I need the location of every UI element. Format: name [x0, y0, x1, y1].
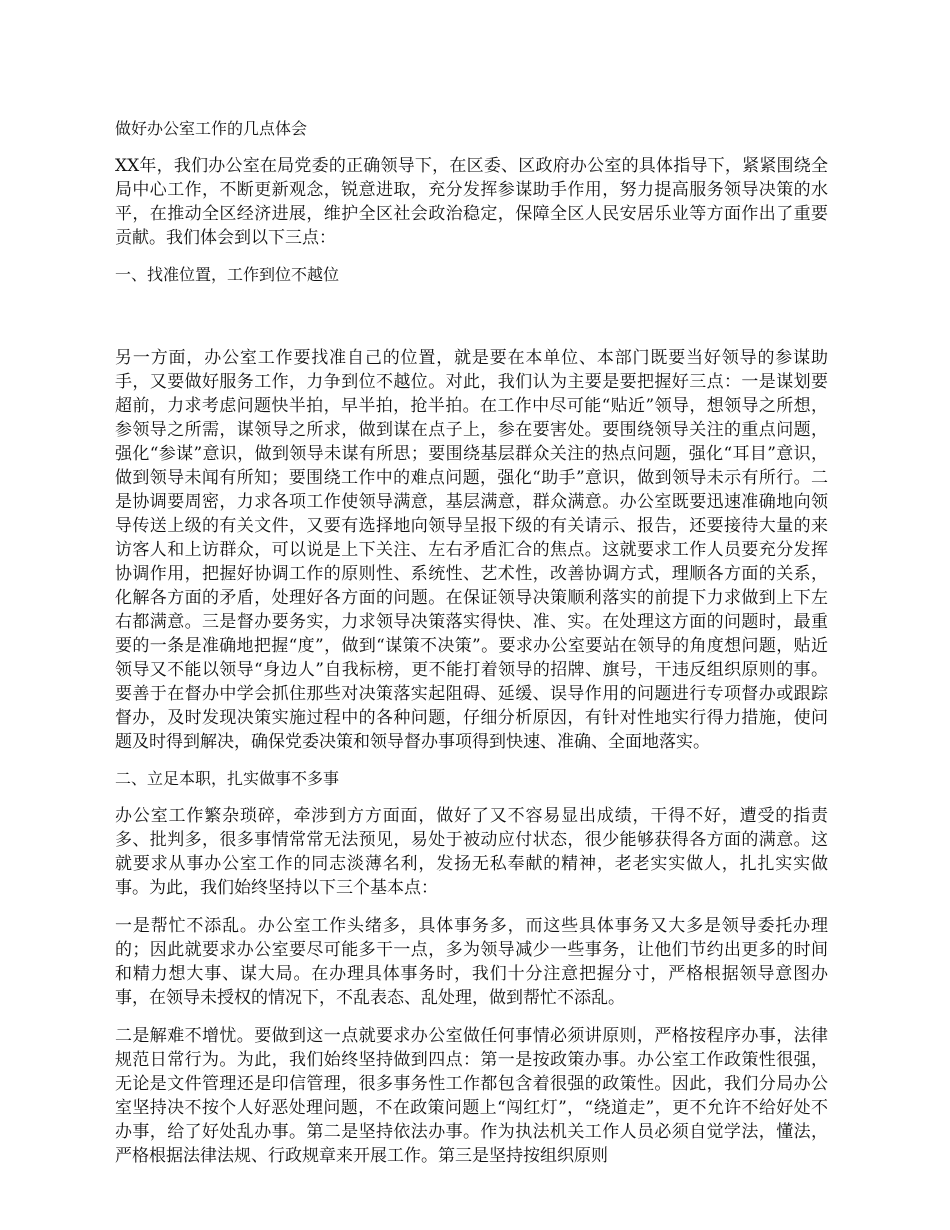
section-1-heading: 一、找准位置，工作到位不越位 [115, 265, 340, 284]
point-2-paragraph: 二是解难不增忧。要做到这一点就要求办公室做任何事情必须讲原则，严格按程序办事，法律规范日常行为。为此，我们始终坚持做到四点：第一是按政策办事。办公室工作政策性很强，无论是文件管理还是印信管理，很多事务性工作都包含着很强的政策性。因此，我们分局办公室坚持决不按个人好恶处理问题，不在政策问题上“闯红灯”，“绕道走”，更不允许不给好处不办事，给了好处乱办事。第二是坚持依法办事。作为执法机关工作人员必须自觉学法，懂法，严格根据法律法规、行政规章来开展工作。第三是坚持按组织原则 [115, 1026, 828, 1166]
point-1-paragraph: 一是帮忙不添乱。办公室工作头绪多，具体事务多，而这些具体事务又大多是领导委托办理的；因此就要求办公室要尽可能多干一点，多为领导减少一些事务，让他们节约出更多的时间和精力想大事、谋大局。在办理具体事务时，我们十分注意把握分寸，严格根据领导意图办事，在领导未授权的情况下，不乱表态、乱处理，做到帮忙不添乱。 [115, 916, 828, 1008]
blank-gap [115, 300, 828, 346]
section-2-heading: 二、立足本职，扎实做事不多事 [115, 769, 340, 788]
section-1-paragraph: 另一方面，办公室工作要找准自己的位置，就是要在本单位、本部门既要当好领导的参谋助手，又要做好服务工作，力争到位不越位。对此，我们认为主要是要把握好三点：一是谋划要超前，力求考虑问题快半拍，早半拍，抢半拍。在工作中尽可能“贴近”领导，想领导之所想，参领导之所需，谋领导之所求，做到谋在点子上，参在要害处。要围绕领导关注的重点问题，强化“参谋”意识，做到领导未谋有所思；要围绕基层群众关注的热点问题，强化“耳目”意识，做到领导未闻有所知；要围绕工作中的难点问题，强化“助手”意识，做到领导未示有所行。二是协调要周密，力求各项工作使领导满意，基层满意，群众满意。办公室既要迅速准确地向领导传送上级的有关文件，又要有选择地向领导呈报下级的有关请示、报告，还要接待大量的来访客人和上访群众，可以说是上下关注、左右矛盾汇合的焦点。这就要求工作人员要充分发挥协调作用，把握好协调工作的原则性、系统性、艺术性，改善协调方式，理顺各方面的关系，化解各方面的矛盾，处理好各方面的问题。在保证领导决策顺利落实的前提下力求做到上下左右都满意。三是督办要务实，力求领导决策落实得快、准、实。在处理这方面的问题时，最重要的一条是准确地把握“度”，做到“谋策不决策”。要求办公室要站在领导的角度想问题，贴近领导又不能以领导“身边人”自我标榜，更不能打着领导的招牌、旗号，干违反组织原则的事。要善于在督办中学会抓住那些对决策落实起阻碍、延缓、误导作用的问题进行专项督办或跟踪督办，及时发现决策实施过程中的各种问题，仔细分析原因，有针对性地实行得力措施，使问题及时得到解决，确保党委决策和领导督办事项得到快速、准确、全面地落实。 [115, 348, 828, 752]
section-2-paragraph: 办公室工作繁杂琐碎，牵涉到方方面面，做好了又不容易显出成绩，干得不好，遭受的指责多、批判多，很多事情常常无法预见，易处于被动应付状态，很少能够获得各方面的满意。这就要求从事办公室工作的同志淡薄名利，发扬无私奉献的精神，老老实实做人，扎扎实实做事。为此，我们始终坚持以下三个基本点： [115, 806, 828, 898]
document-page [115, 118, 828, 1182]
intro-paragraph: XX年，我们办公室在局党委的正确领导下，在区委、区政府办公室的具体指导下，紧紧围绕全局中心工作，不断更新观念，锐意进取，充分发挥参谋助手作用，努力提高服务领导决策的水平，在推动全区经济进展，维护全区社会政治稳定，保障全区人民安居乐业等方面作出了重要贡献。我们体会到以下三点： [115, 156, 828, 248]
document-title: 做好办公室工作的几点体会 [115, 119, 308, 138]
